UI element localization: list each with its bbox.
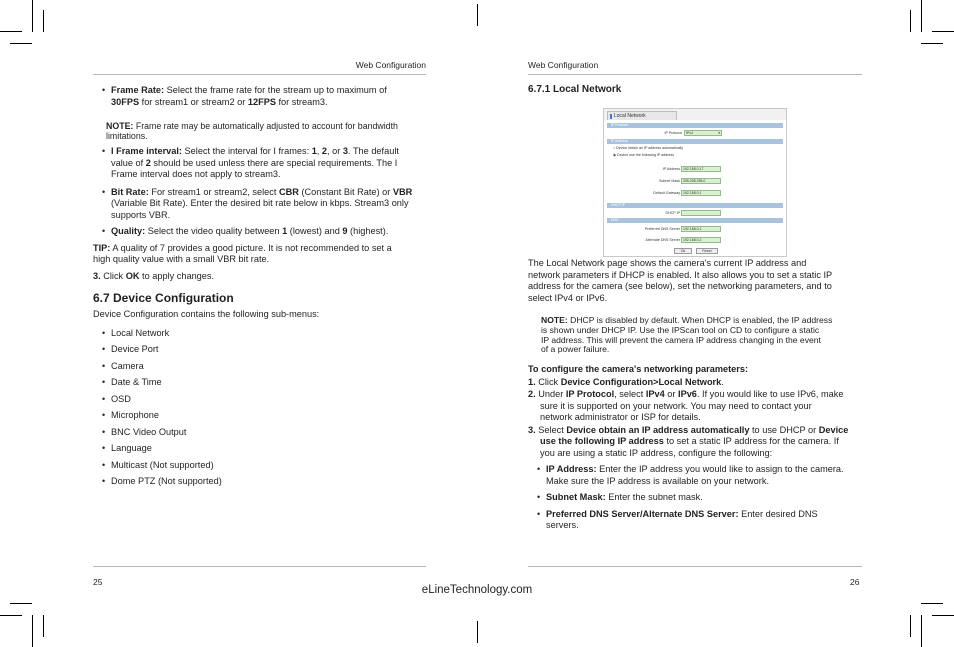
footer-rule [528,566,862,567]
ip-address-bullet: • IP Address: Enter the IP address you would like to assign to the camera. Make sure the IP address is available on your network. [537,464,844,486]
tab-local-network[interactable]: Local Network [607,111,677,120]
crop-mark [477,621,478,643]
crop-mark [910,615,911,637]
quality-bullet: • Quality: Select the video quality between 1 (lowest) and 9 (highest). [102,226,389,236]
alternate-dns-field[interactable]: 192.168.0.2 [681,237,721,243]
crop-mark [921,615,922,647]
submenu-list [93,325,426,490]
step-2: 2. Under IP Protocol, select IPv4 or IPv6. If you would like to use IPv6, make sure it is supported on your network. You may need to contact your network administrator or ISP for details. [528,389,844,423]
radio-auto-ip[interactable]: ○ Device obtain an IP address automatically [613,146,684,150]
section-bar-ip-address: IP Address [607,139,783,144]
ip-protocol-select[interactable]: IPv4 ▾ [686,131,720,135]
crop-mark [10,603,32,604]
list-item: • BNC Video Output [102,426,187,437]
reset-button[interactable]: Reset [696,248,718,254]
ip-address-field[interactable]: 192.168.0.17 [681,166,721,172]
crop-mark [32,615,33,647]
subsection-title: 6.7.1 Local Network [528,84,622,95]
list-item: • OSD [102,393,131,404]
section-bar-ip-protocol: IP Protocol [607,123,783,128]
page-header: Web Configuration [528,60,862,75]
ip-address-label: IP Address [662,167,680,171]
list-item: • Camera [102,360,144,371]
list-item: • Device Port [102,344,159,354]
local-network-paragraph: The Local Network page shows the camera's current IP address and network parameters if DHCP is enabled. It also allows you to set a static IP address for the camera (see below), set the networking parameters, and to select IPv4 or IPv6. [528,258,833,303]
list-item: • Date & Time [102,377,162,387]
section-bar-dns: DNS [607,218,783,223]
preferred-dns-field[interactable]: 192.168.0.1 [681,226,721,232]
section-bar-dhcp: DHCP IP [607,203,783,208]
crop-mark [921,43,943,44]
crop-mark [0,615,22,616]
list-item: • Local Network [102,327,170,338]
page-number-left: 25 [93,577,103,587]
crop-mark [32,0,33,32]
default-gateway-label: Default Gateway [653,191,680,195]
default-gateway-field[interactable]: 192.168.0.1 [681,190,721,196]
preferred-dns-label: Preferred DNS Server [644,227,680,231]
list-item: • Multicast (Not supported) [102,459,214,470]
footer-website: eLineTechnology.com [421,584,533,596]
page-header: Web Configuration [93,60,426,75]
step-1: 1. Click Device Configuration>Local Network. [528,376,724,387]
list-item: • Language [102,443,152,453]
crop-mark [910,10,911,32]
step-3-ok: 3. Click OK to apply changes. [93,270,215,281]
crop-mark [921,603,943,604]
subnet-mask-bullet: • Subnet Mask: Enter the subnet mask. [537,492,703,503]
local-network-screenshot [603,108,787,257]
bitrate-bullet: • Bit Rate: For stream1 or stream2, select CBR (Constant Bit Rate) or VBR (Variable Bit Rate). Enter the desired bit rate below in kbps. Stream3 only supports VBR. [102,186,413,220]
footer-rule [93,566,426,567]
crop-mark [921,0,922,32]
frame-rate-bullet: • Frame Rate: Select the frame rate for the stream up to maximum of 30FPS for stream1 or stream2 or 12FPS for stream3. [102,85,387,107]
crop-mark [0,31,22,32]
section-title: 6.7 Device Configuration [93,291,234,305]
crop-mark [932,615,954,616]
crop-mark [10,43,32,44]
crop-mark [43,10,44,32]
crop-mark [477,4,478,26]
ok-button[interactable]: Ok [674,248,692,254]
configure-heading: To configure the camera's networking parameters: [528,364,749,375]
tab-bar [604,109,786,120]
tip-text: TIP: A quality of 7 provides a good picture. It is not recommended to set a high quality value with a small VBR bit rate. [93,242,392,264]
note-dhcp: NOTE: DHCP is disabled by default. When DHCP is enabled, the IP address is shown under DHCP IP. Use the IPScan tool on CD to configure a static IP address. This will prevent the camera IP address changing in the event of a power failure. [541,315,833,355]
list-item: • Dome PTZ (Not supported) [102,476,222,486]
step-3: 3. Select Device obtain an IP address automatically to use DHCP or Device use the following IP address to set a static IP address for the camera. If you are using a static IP address, configure the following: [528,424,849,458]
list-item: • Microphone [102,410,160,420]
alternate-dns-label: Alternate DNS Server [645,238,680,242]
dhcp-ip-field [681,210,721,216]
dns-bullet: • Preferred DNS Server/Alternate DNS Server: Enter desired DNS servers. [537,508,818,531]
section-intro: Device Configuration contains the following sub-menus: [93,309,320,319]
dhcp-ip-label: DHCP IP [665,211,680,215]
subnet-mask-field[interactable]: 255.255.255.0 [681,178,721,184]
left-page [93,60,426,490]
crop-mark [932,31,954,32]
subnet-mask-label: Subnet Mask [659,179,680,183]
ip-protocol-label: IP Protocol [664,131,682,135]
radio-manual-ip[interactable]: ◉ Device use the following IP address [613,153,675,157]
chevron-down-icon: ▾ [718,131,720,135]
note-frame-rate: NOTE: Frame rate may be automatically adjusted to account for bandwidth limitations. [106,121,398,141]
iframe-bullet: • I Frame interval: Select the interval for I frames: 1, 2, or 3. The default value of 2 should be used unless there are special requirements. The I Frame interval does not apply to stream3. [102,146,399,179]
crop-mark [43,615,44,637]
page-number-right: 26 [850,577,860,587]
